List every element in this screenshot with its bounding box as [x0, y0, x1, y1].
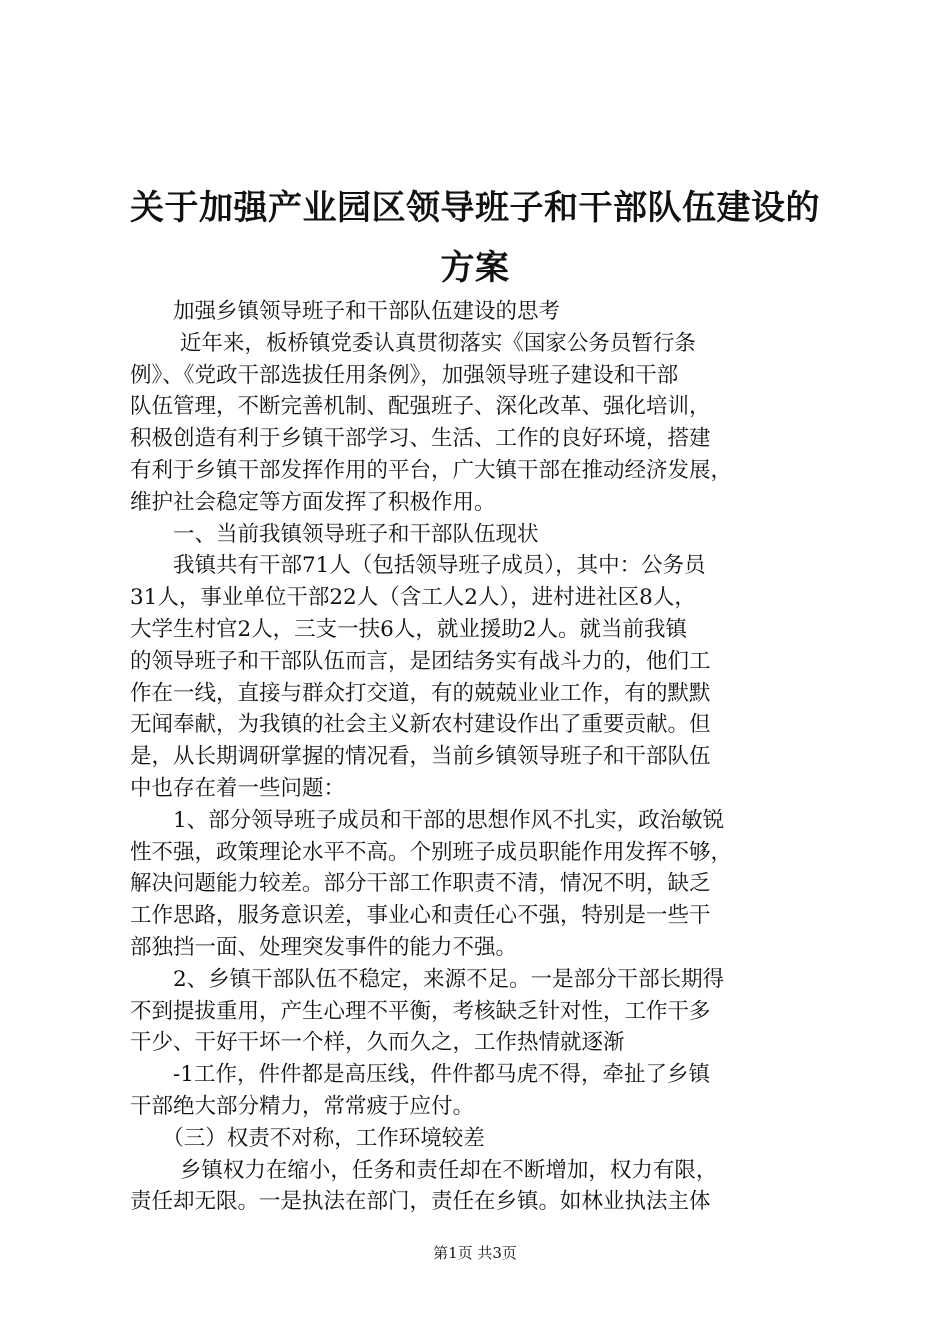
body-line: 的领导班子和干部队伍而言，是团结务实有战斗力的，他们工 [130, 648, 711, 674]
document-body [130, 296, 835, 1218]
body-line: 维护社会稳定等方面发挥了积极作用。 [130, 489, 496, 515]
body-line: 有利于乡镇干部发挥作用的平台，广大镇干部在推动经济发展， [130, 457, 733, 483]
page-number-footer: 第1页 共3页 [433, 1244, 517, 1262]
body-line: 责任却无限。一是执法在部门，责任在乡镇。如林业执法主体 [130, 1189, 711, 1215]
body-line: 我镇共有干部71人（包括领导班子成员），其中：公务员 [130, 553, 706, 579]
body-line: 干少、干好干坏一个样，久而久之，工作热情就逐渐 [130, 1030, 625, 1056]
body-line: 中也存在着一些问题： [130, 775, 346, 801]
body-line: 31人，事业单位干部22人（含工人2人），进村进社区8人， [130, 585, 696, 611]
body-line: 积极创造有利于乡镇干部学习、生活、工作的良好环境，搭建 [130, 426, 711, 452]
body-line: 工作思路，服务意识差，事业心和责任心不强，特别是一些干 [130, 903, 711, 929]
document-title-line-1: 关于加强产业园区领导班子和干部队伍建设的 [130, 188, 820, 228]
body-line: 作在一线，直接与群众打交道，有的兢兢业业工作，有的默默 [130, 680, 711, 706]
body-line: 性不强，政策理论水平不高。个别班子成员职能作用发挥不够， [130, 839, 733, 865]
body-line: 1、部分领导班子成员和干部的思想作风不扎实，政治敏锐 [130, 807, 725, 833]
body-line: 解决问题能力较差。部分干部工作职责不清，情况不明，缺乏 [130, 871, 711, 897]
body-line: 部独挡一面、处理突发事件的能力不强。 [130, 934, 518, 960]
body-line: 大学生村官2人，三支一扶6人，就业援助2人。就当前我镇 [130, 616, 688, 642]
document-title-line-2: 方案 [440, 248, 510, 288]
body-line: 是，从长期调研掌握的情况看，当前乡镇领导班子和干部队伍 [130, 744, 711, 770]
body-line: 队伍管理，不断完善机制、配强班子、深化改革、强化培训， [130, 394, 711, 420]
body-line: 不到提拔重用，产生心理不平衡，考核缺乏针对性，工作干多 [130, 998, 711, 1024]
body-line: 例》、《党政干部选拔任用条例》，加强领导班子建设和干部 [130, 362, 679, 388]
body-line: 近年来，板桥镇党委认真贯彻落实《国家公务员暂行条 [130, 330, 696, 356]
body-line: 2、乡镇干部队伍不稳定，来源不足。一是部分干部长期得 [130, 966, 725, 992]
body-line: 加强乡镇领导班子和干部队伍建设的思考 [130, 299, 561, 324]
body-line: 一、当前我镇领导班子和干部队伍现状 [130, 521, 539, 547]
body-line: 乡镇权力在缩小，任务和责任却在不断增加，权力有限， [130, 1157, 718, 1183]
body-line: （三）权责不对称，工作环境较差 [130, 1125, 485, 1151]
body-line: 无闻奉献，为我镇的社会主义新农村建设作出了重要贡献。但 [130, 712, 711, 738]
body-line: -1工作，件件都是高压线，件件都马虎不得，牵扯了乡镇 [130, 1062, 710, 1088]
body-line: 干部绝大部分精力，常常疲于应付。 [130, 1093, 475, 1119]
